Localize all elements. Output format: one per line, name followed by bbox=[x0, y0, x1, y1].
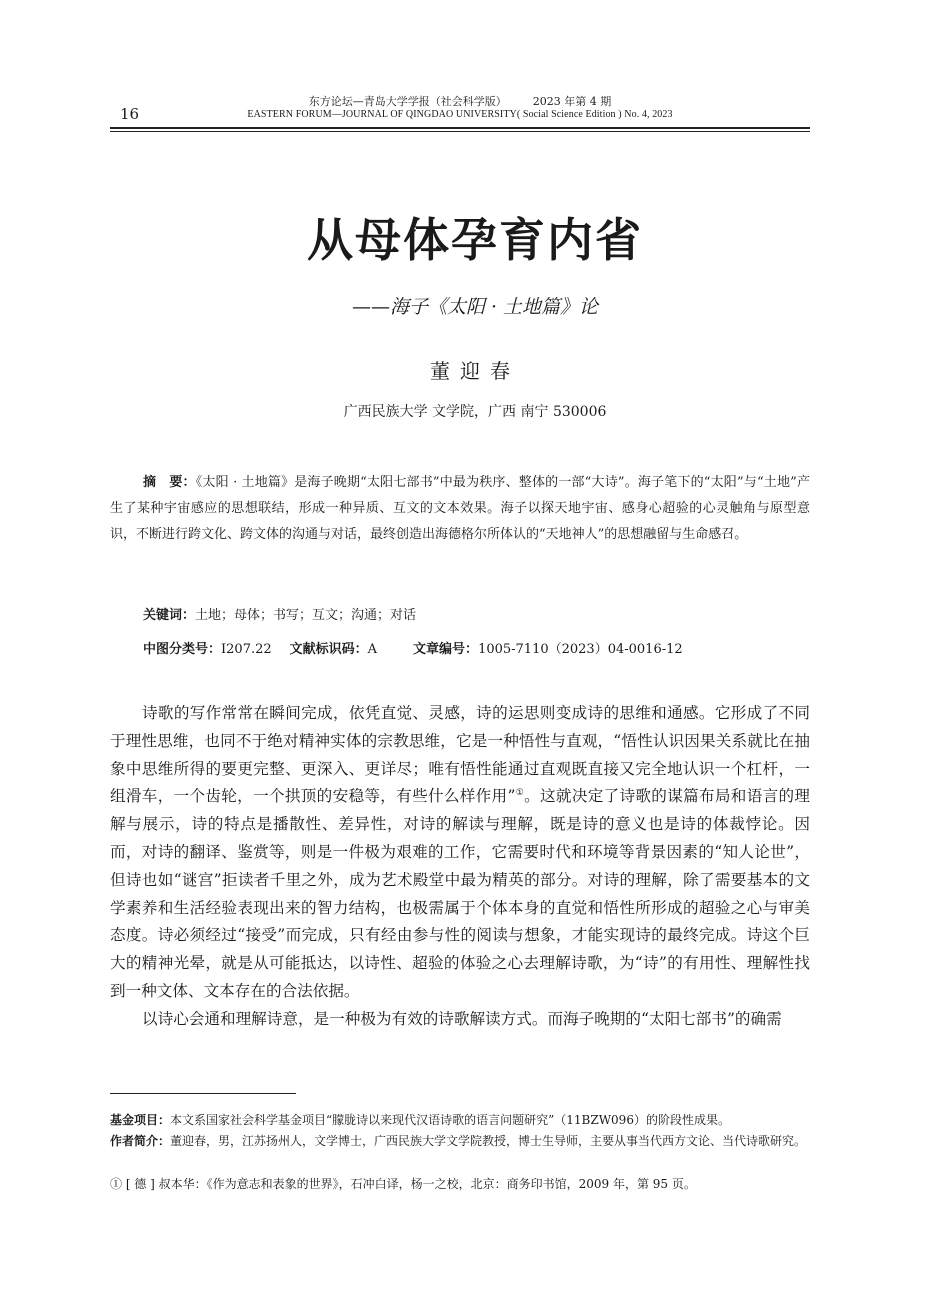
footnote-ref[interactable]: ① bbox=[515, 788, 525, 799]
journal-header-en: EASTERN FORUM—JOURNAL OF QINGDAO UNIVERSITY( Social Science Edition ) No. 4, 2023 bbox=[247, 109, 673, 120]
footnote-rule bbox=[110, 1093, 296, 1094]
article-number-value: 1005-7110（2023）04-0016-12 bbox=[478, 642, 683, 657]
body-paragraph: 诗歌的写作常常在瞬间完成，依凭直觉、灵感，诗的运思则变成诗的思维和通感。它形成了不同于理性思维，也同不于绝对精神实体的宗教思维，它是一种悟性与直观，“悟性认识因果关系就比在抽象中思维所得的要更完整、更深入、更详尽；唯有悟性能通过直观既直接又完全地认识一个杠杆，一组滑车，一个齿轮，一个拱顶的安稳等，有些什么样作用”①。这就决定了诗歌的谋篇布局和语言的理解与展示，诗的特点是播散性、差异性，对诗的解读与理解，既是诗的意义也是诗的体裁悖论。因而，对诗的翻译、鉴赏等，则是一件极为艰难的工作，它需要时代和环境等背景因素的“知人论世”，但诗也如“谜宫”拒读者千里之外，成为艺术殿堂中最为精英的部分。对诗的理解，除了需要基本的文学素养和生活经验表现出来的智力结构，也极需属于个体本身的直觉和悟性所形成的超验之心与审美态度。诗必须经过“接受”而完成，只有经由参与性的阅读与想象，才能实现诗的最终完成。诗这个巨大的精神光晕，就是从可能抵达，以诗性、超验的体验之心去理解诗歌，为“诗”的有用性、理解性找到一种文体、文本存在的合法依据。 bbox=[110, 704, 810, 1000]
article-title: 从母体孕育内省 bbox=[307, 213, 643, 267]
fund-text: 本文系国家社会科学基金项目“朦胧诗以来现代汉语诗歌的语言问题研究”（11BZW096）的阶段性成果。 bbox=[170, 1113, 730, 1127]
author-affiliation: 广西民族大学 文学院，广西 南宁 530006 bbox=[343, 404, 607, 420]
article-subtitle: ——海子《太阳 · 土地篇》论 bbox=[351, 296, 599, 318]
doc-code-label: 文献标识码： bbox=[289, 642, 368, 657]
clc-label: 中图分类号： bbox=[143, 642, 222, 657]
body-paragraph: 以诗心会通和理解诗意，是一种极为有效的诗歌解读方式。而海子晚期的“太阳七部书”的确需 bbox=[142, 1009, 782, 1028]
abstract-text: 《太阳 · 土地篇》是海子晚期“太阳七部书”中最为秩序、整体的一部“大诗”。海子笔下的“太阳”与“土地”产生了某种宇宙感应的思想联结，形成一种异质、互文的文本效果。海子以探天地宇宙、感身心超验的心灵触角与原型意识，不断进行跨文化、跨文体的沟通与对话，最终创造出海德格尔所体认的“天地神人”的思想融留与生命感召。 bbox=[110, 475, 810, 542]
article-author: 董迎春 bbox=[430, 359, 520, 383]
journal-header-cn bbox=[110, 93, 810, 109]
abstract bbox=[110, 470, 810, 548]
author-note-text: 董迎春，男，江苏扬州人，文学博士，广西民族大学文学院教授，博士生导师，主要从事当代西方文论、当代诗歌研究。 bbox=[170, 1134, 807, 1148]
footnote-1: ① [ 德 ] 叔本华：《作为意志和表象的世界》，石冲白译，杨一之校，北京：商务印书馆，2009 年，第 95 页。 bbox=[110, 1177, 696, 1191]
keywords-text: 土地；母体；书写；互文；沟通；对话 bbox=[195, 608, 417, 623]
journal-name-cn: 东方论坛—青岛大学学报（社会科学版） bbox=[308, 95, 507, 108]
author-note-label: 作者简介： bbox=[110, 1134, 171, 1148]
article-number-label: 文章编号： bbox=[413, 642, 479, 657]
running-header bbox=[110, 88, 810, 128]
keywords-label: 关键词： bbox=[143, 608, 196, 623]
fund-label: 基金项目： bbox=[110, 1113, 171, 1127]
clc-value: I207.22 bbox=[221, 642, 272, 657]
page-number: 16 bbox=[120, 105, 140, 123]
header-rule-thin bbox=[110, 131, 810, 132]
fund-note bbox=[110, 1111, 810, 1130]
doc-code-value: A bbox=[367, 642, 378, 657]
journal-issue-cn: 2023 年第 4 期 bbox=[532, 95, 612, 108]
body-text bbox=[110, 700, 810, 1034]
author-note bbox=[110, 1132, 810, 1151]
classification-line bbox=[143, 638, 683, 657]
keywords bbox=[143, 604, 416, 623]
header-rule-thick bbox=[110, 127, 810, 129]
abstract-label: 摘 要： bbox=[143, 475, 196, 490]
